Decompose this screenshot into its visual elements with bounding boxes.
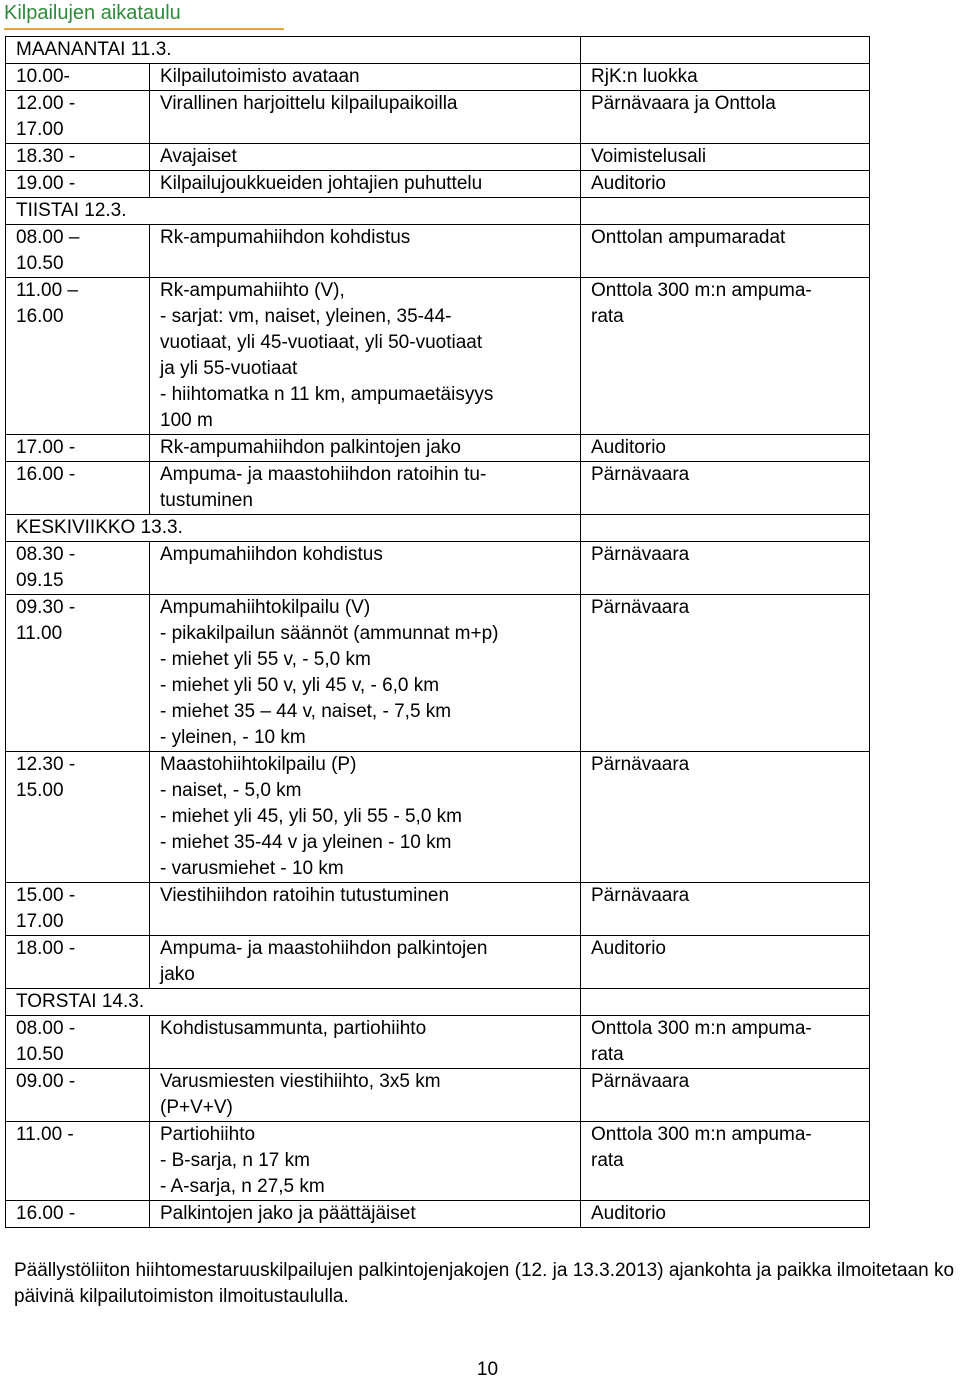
schedule-row xyxy=(6,595,870,752)
cell-line: 10.00- xyxy=(16,66,70,87)
place-cell xyxy=(581,936,870,989)
cell-line: Pärnävaara ja Onttola xyxy=(591,93,776,114)
cell-line: Voimistelusali xyxy=(591,146,707,167)
cell-line: 08.00 - xyxy=(16,1018,76,1039)
time-cell xyxy=(6,595,150,752)
cell-line: 100 m xyxy=(160,410,213,431)
schedule-row xyxy=(6,542,870,595)
place-cell xyxy=(581,144,870,171)
cell-line: (P+V+V) xyxy=(160,1097,233,1118)
day-label: TIISTAI 12.3. xyxy=(6,198,581,225)
schedule-row xyxy=(6,91,870,144)
event-cell xyxy=(150,225,581,278)
time-cell xyxy=(6,542,150,595)
cell-line: Pärnävaara xyxy=(591,1071,690,1092)
day-header-empty xyxy=(581,198,870,225)
place-cell xyxy=(581,171,870,198)
cell-line: 16.00 - xyxy=(16,1203,76,1224)
schedule-row xyxy=(6,278,870,435)
day-header-row xyxy=(6,515,870,542)
cell-line: Pärnävaara xyxy=(591,597,690,618)
event-cell xyxy=(150,883,581,936)
cell-line: Pärnävaara xyxy=(591,464,690,485)
cell-line: rata xyxy=(591,1150,624,1171)
place-cell xyxy=(581,883,870,936)
cell-line: - miehet 35-44 v ja yleinen - 10 km xyxy=(160,832,452,853)
day-header-row xyxy=(6,198,870,225)
event-cell xyxy=(150,462,581,515)
time-cell xyxy=(6,171,150,198)
cell-line: Auditorio xyxy=(591,173,666,194)
cell-line: - miehet yli 55 v, - 5,0 km xyxy=(160,649,371,670)
time-cell xyxy=(6,883,150,936)
schedule-row xyxy=(6,1122,870,1201)
event-cell xyxy=(150,144,581,171)
cell-line: 09.00 - xyxy=(16,1071,76,1092)
cell-line: 17.00 - xyxy=(16,437,76,458)
cell-line: Ampuma- ja maastohiihdon palkintojen xyxy=(160,938,488,959)
cell-line: - miehet yli 50 v, yli 45 v, - 6,0 km xyxy=(160,675,440,696)
cell-line: - A-sarja, n 27,5 km xyxy=(160,1176,325,1197)
event-cell xyxy=(150,435,581,462)
cell-line: Auditorio xyxy=(591,1203,666,1224)
cell-line: Rk-ampumahiihto (V), xyxy=(160,280,345,301)
event-cell xyxy=(150,278,581,435)
time-cell xyxy=(6,225,150,278)
cell-line: Partiohiihto xyxy=(160,1124,256,1145)
schedule-row xyxy=(6,883,870,936)
event-cell xyxy=(150,171,581,198)
cell-line: 15.00 - xyxy=(16,885,76,906)
cell-line: Rk-ampumahiihdon kohdistus xyxy=(160,227,411,248)
event-cell xyxy=(150,752,581,883)
cell-line: 10.50 xyxy=(16,1044,64,1065)
cell-line: 16.00 - xyxy=(16,464,76,485)
cell-line: rata xyxy=(591,306,624,327)
place-cell xyxy=(581,1016,870,1069)
cell-line: 12.30 - xyxy=(16,754,76,775)
cell-line: Ampuma- ja maastohiihdon ratoihin tu- xyxy=(160,464,487,485)
cell-line: Palkintojen jako ja päättäjäiset xyxy=(160,1203,416,1224)
cell-line: Auditorio xyxy=(591,437,666,458)
schedule-row xyxy=(6,171,870,198)
schedule-row xyxy=(6,752,870,883)
cell-line: 19.00 - xyxy=(16,173,76,194)
cell-line: ja yli 55-vuotiaat xyxy=(160,358,298,379)
event-cell xyxy=(150,1069,581,1122)
time-cell xyxy=(6,462,150,515)
event-cell xyxy=(150,64,581,91)
cell-line: - yleinen, - 10 km xyxy=(160,727,306,748)
cell-line: 09.15 xyxy=(16,570,64,591)
cell-line: Viestihiihdon ratoihin tutustuminen xyxy=(160,885,450,906)
place-cell xyxy=(581,91,870,144)
cell-line: 08.30 - xyxy=(16,544,76,565)
cell-line: Rk-ampumahiihdon palkintojen jako xyxy=(160,437,462,458)
day-label: KESKIVIIKKO 13.3. xyxy=(6,515,581,542)
schedule-row xyxy=(6,1069,870,1122)
page-number: 10 xyxy=(476,1359,499,1380)
schedule-row xyxy=(6,225,870,278)
cell-line: 15.00 xyxy=(16,780,64,801)
cell-line: RjK:n luokka xyxy=(591,66,698,87)
event-cell xyxy=(150,542,581,595)
day-label: TORSTAI 14.3. xyxy=(6,989,581,1016)
cell-line: 11.00 xyxy=(16,623,63,644)
cell-line: Kohdistusammunta, partiohiihto xyxy=(160,1018,427,1039)
cell-line: - miehet yli 45, yli 50, yli 55 - 5,0 km xyxy=(160,806,462,827)
cell-line: 09.30 - xyxy=(16,597,76,618)
cell-line: - naiset, - 5,0 km xyxy=(160,780,302,801)
time-cell xyxy=(6,91,150,144)
cell-line: rata xyxy=(591,1044,624,1065)
schedule-row xyxy=(6,462,870,515)
cell-line: Onttola 300 m:n ampuma- xyxy=(591,1124,812,1145)
schedule-row xyxy=(6,144,870,171)
cell-line: 18.30 - xyxy=(16,146,76,167)
place-cell xyxy=(581,595,870,752)
place-cell xyxy=(581,462,870,515)
cell-line: Pärnävaara xyxy=(591,544,690,565)
cell-line: Kilpailutoimisto avataan xyxy=(160,66,360,87)
place-cell xyxy=(581,542,870,595)
event-cell xyxy=(150,1201,581,1228)
place-cell xyxy=(581,1122,870,1201)
place-cell xyxy=(581,1201,870,1228)
footer-note: Päällystöliiton hiihtomestaruuskilpailujen palkintojenjakojen (12. ja 13.3.2013) ajankohta ja paikka ilmoitetaan ko päivinä kilpailutoimiston ilmoitustaululla. xyxy=(14,1260,955,1307)
schedule-row xyxy=(6,435,870,462)
time-cell xyxy=(6,144,150,171)
cell-line: Ampumahiihtokilpailu (V) xyxy=(160,597,371,618)
cell-line: Pärnävaara xyxy=(591,754,690,775)
event-cell xyxy=(150,1016,581,1069)
cell-line: - sarjat: vm, naiset, yleinen, 35-44- xyxy=(160,306,452,327)
place-cell xyxy=(581,278,870,435)
schedule-row xyxy=(6,1201,870,1228)
cell-line: Onttola 300 m:n ampuma- xyxy=(591,280,812,301)
schedule-row xyxy=(6,64,870,91)
cell-line: Auditorio xyxy=(591,938,666,959)
cell-line: 08.00 – xyxy=(16,227,80,248)
day-header-row xyxy=(6,989,870,1016)
cell-line: - varusmiehet - 10 km xyxy=(160,858,344,879)
cell-line: 18.00 - xyxy=(16,938,76,959)
day-label: MAANANTAI 11.3. xyxy=(6,37,581,64)
cell-line: 17.00 xyxy=(16,119,64,140)
schedule-table xyxy=(5,36,870,1228)
cell-line: 12.00 - xyxy=(16,93,76,114)
event-cell xyxy=(150,1122,581,1201)
cell-line: 11.00 – xyxy=(16,280,78,301)
time-cell xyxy=(6,1016,150,1069)
day-header-empty xyxy=(581,515,870,542)
event-cell xyxy=(150,91,581,144)
time-cell xyxy=(6,752,150,883)
day-header-empty xyxy=(581,37,870,64)
time-cell xyxy=(6,1201,150,1228)
cell-line: 17.00 xyxy=(16,911,64,932)
cell-line: Maastohiihtokilpailu (P) xyxy=(160,754,357,775)
cell-line: jako xyxy=(160,964,195,985)
time-cell xyxy=(6,936,150,989)
place-cell xyxy=(581,1069,870,1122)
schedule-row xyxy=(6,1016,870,1069)
cell-line: 11.00 - xyxy=(16,1124,74,1145)
time-cell xyxy=(6,1122,150,1201)
cell-line: 16.00 xyxy=(16,306,64,327)
cell-line: Ampumahiihdon kohdistus xyxy=(160,544,383,565)
schedule-row xyxy=(6,936,870,989)
time-cell xyxy=(6,278,150,435)
time-cell xyxy=(6,435,150,462)
cell-line: - hiihtomatka n 11 km, ampumaetäisyys xyxy=(160,384,494,405)
cell-line: Virallinen harjoittelu kilpailupaikoilla xyxy=(160,93,458,114)
cell-line: Kilpailujoukkueiden johtajien puhuttelu xyxy=(160,173,483,194)
cell-line: Avajaiset xyxy=(160,146,237,167)
place-cell xyxy=(581,752,870,883)
cell-line: - miehet 35 – 44 v, naiset, - 7,5 km xyxy=(160,701,452,722)
event-cell xyxy=(150,595,581,752)
place-cell xyxy=(581,225,870,278)
time-cell xyxy=(6,1069,150,1122)
cell-line: vuotiaat, yli 45-vuotiaat, yli 50-vuotiaat xyxy=(160,332,483,353)
cell-line: Varusmiesten viestihiihto, 3x5 km xyxy=(160,1071,441,1092)
cell-line: Pärnävaara xyxy=(591,885,690,906)
place-cell xyxy=(581,64,870,91)
place-cell xyxy=(581,435,870,462)
day-header-row xyxy=(6,37,870,64)
cell-line: - pikakilpailun säännöt (ammunnat m+p) xyxy=(160,623,499,644)
cell-line: tustuminen xyxy=(160,490,253,511)
cell-line: Onttolan ampumaradat xyxy=(591,227,786,248)
event-cell xyxy=(150,936,581,989)
cell-line: Onttola 300 m:n ampuma- xyxy=(591,1018,812,1039)
cell-line: 10.50 xyxy=(16,253,64,274)
title-underline xyxy=(4,28,284,30)
time-cell xyxy=(6,64,150,91)
day-header-empty xyxy=(581,989,870,1016)
cell-line: - B-sarja, n 17 km xyxy=(160,1150,310,1171)
page-title: Kilpailujen aikataulu xyxy=(4,2,181,24)
